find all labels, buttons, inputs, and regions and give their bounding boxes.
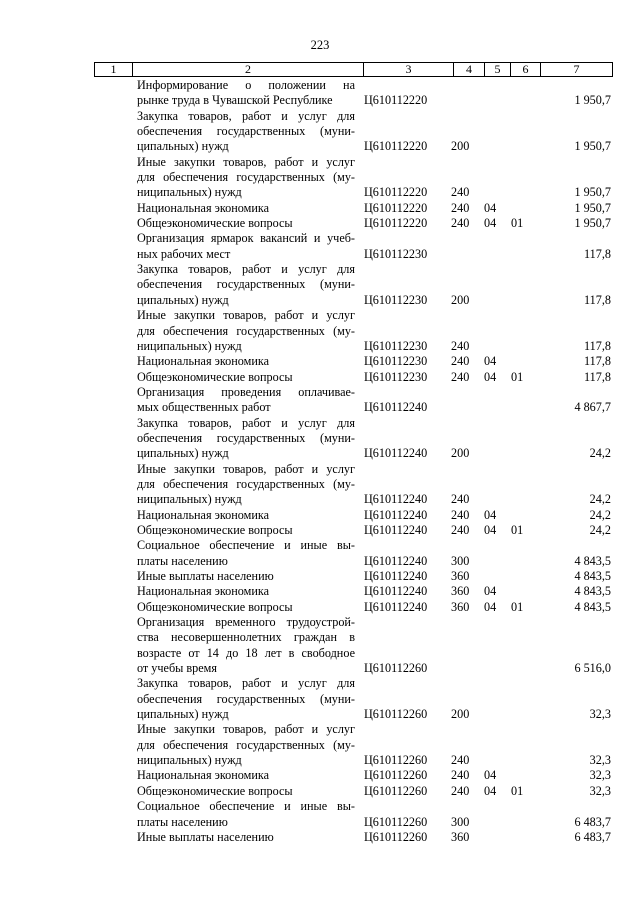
- description-line: обеспечения государственных (муни-: [137, 691, 355, 706]
- description-line: ниципальных) нужд: [137, 753, 242, 768]
- section-code: 04: [484, 354, 497, 369]
- amount: 1 950,7: [574, 139, 611, 154]
- row-description: [137, 799, 355, 830]
- subsection-code: 01: [511, 783, 524, 798]
- section-code: 04: [484, 522, 497, 537]
- amount: 1 950,7: [574, 216, 611, 231]
- target-article-code: Ц610112260: [364, 783, 428, 798]
- column-header-7: 7: [573, 62, 580, 76]
- table-row: [0, 354, 640, 369]
- table-row: [0, 78, 640, 109]
- target-article-code: Ц610112220: [364, 185, 428, 200]
- description-line: ципальных) нужд: [137, 139, 229, 154]
- expense-type-code: 360: [451, 569, 470, 583]
- target-article-code: Ц610112240: [364, 507, 428, 522]
- description-line: Иные закупки товаров, работ и услуг: [137, 722, 355, 737]
- table-row: [0, 231, 640, 262]
- section-code: 04: [484, 216, 497, 231]
- row-description: [137, 784, 355, 799]
- column-header-1: 1: [95, 63, 133, 76]
- table-header: [94, 62, 613, 77]
- target-article-code: Ц610112230: [364, 369, 428, 384]
- section-code: 04: [484, 783, 497, 798]
- description-line: Иные закупки товаров, работ и услуг: [137, 154, 355, 169]
- row-description: [137, 569, 355, 584]
- expense-type-code: 240: [451, 369, 470, 384]
- row-description: [137, 262, 355, 308]
- amount: 1 950,7: [574, 93, 611, 108]
- description-line: Закупка товаров, работ и услуг для: [137, 415, 355, 430]
- description-line: обеспечения государственных (муни-: [137, 277, 355, 292]
- row-description: [137, 385, 355, 416]
- amount: 117,8: [584, 246, 611, 261]
- expense-type-code: 200: [451, 292, 470, 307]
- section-code: 04: [484, 200, 497, 215]
- description-line: Общеэкономические вопросы: [137, 522, 293, 537]
- amount: 24,2: [589, 446, 611, 461]
- table-row: [0, 768, 640, 783]
- section-code: 04: [484, 768, 497, 783]
- row-description: [137, 584, 355, 599]
- description-line: Национальная экономика: [137, 507, 270, 522]
- row-description: [137, 462, 355, 508]
- amount: 4 843,5: [574, 553, 611, 568]
- amount: 117,8: [584, 354, 611, 369]
- table-row: [0, 385, 640, 416]
- amount: 6 516,0: [574, 661, 611, 676]
- target-article-code: Ц610112240: [364, 599, 428, 614]
- table-row: [0, 462, 640, 508]
- target-article-code: Ц610112240: [364, 553, 428, 568]
- description-line: для обеспечения государственных (му-: [137, 323, 355, 338]
- table-row: [0, 308, 640, 354]
- row-description: [137, 523, 355, 538]
- section-code: 04: [484, 584, 497, 599]
- table-row: [0, 155, 640, 201]
- amount: 6 483,7: [574, 814, 611, 829]
- row-description: [137, 216, 355, 231]
- column-header-2: 2: [133, 63, 364, 76]
- expense-type-code: 240: [451, 783, 470, 798]
- section-code: 04: [484, 599, 497, 614]
- description-line: рынке труда в Чувашской Республике: [137, 93, 333, 108]
- expense-type-code: 240: [451, 338, 470, 353]
- row-description: [137, 201, 355, 216]
- expense-type-code: 240: [451, 507, 470, 522]
- target-article-code: Ц610112240: [364, 492, 428, 507]
- subsection-code: 01: [511, 599, 524, 614]
- row-description: [137, 78, 355, 109]
- target-article-code: Ц610112260: [364, 707, 428, 722]
- table-row: [0, 538, 640, 569]
- target-article-code: Ц610112240: [364, 400, 428, 415]
- target-article-code: Ц610112260: [364, 661, 428, 676]
- expense-type-code: 240: [451, 200, 470, 215]
- target-article-code: Ц610112220: [364, 200, 428, 215]
- row-description: [137, 231, 355, 262]
- description-line: Национальная экономика: [137, 584, 270, 599]
- row-description: [137, 109, 355, 155]
- description-line: Общеэкономические вопросы: [137, 369, 293, 384]
- subsection-code: 01: [511, 369, 524, 384]
- table-row: [0, 600, 640, 615]
- expense-type-code: 240: [451, 492, 470, 507]
- description-line: ниципальных) нужд: [137, 492, 242, 507]
- column-header-6: 6: [511, 63, 541, 76]
- amount: 4 843,5: [574, 584, 611, 599]
- table-row: [0, 615, 640, 676]
- amount: 24,2: [589, 492, 611, 507]
- target-article-code: Ц610112260: [364, 753, 428, 768]
- expense-type-code: 200: [451, 707, 470, 722]
- description-line: Общеэкономические вопросы: [137, 599, 293, 614]
- description-line: Информирование о положении на: [137, 78, 355, 92]
- target-article-code: Ц610112230: [364, 246, 428, 261]
- row-description: [137, 830, 355, 845]
- expense-type-code: 240: [451, 185, 470, 200]
- description-line: Закупка товаров, работ и услуг для: [137, 676, 355, 691]
- table-row: [0, 830, 640, 845]
- description-line: платы населению: [137, 814, 228, 829]
- amount: 4 843,5: [574, 599, 611, 614]
- expense-type-code: 240: [451, 522, 470, 537]
- amount: 4 867,7: [574, 400, 611, 415]
- section-code: 04: [484, 507, 497, 522]
- expense-type-code: 360: [451, 584, 470, 599]
- table-body: [0, 78, 640, 845]
- description-line: Иные выплаты населению: [137, 829, 274, 844]
- row-description: [137, 538, 355, 569]
- amount: 117,8: [584, 369, 611, 384]
- expense-type-code: 360: [451, 829, 470, 844]
- subsection-code: 01: [511, 216, 524, 231]
- description-line: Закупка товаров, работ и услуг для: [137, 108, 355, 123]
- table-row: [0, 370, 640, 385]
- description-line: Социальное обеспечение и иные вы-: [137, 799, 355, 814]
- amount: 4 843,5: [574, 569, 611, 583]
- target-article-code: Ц610112220: [364, 139, 428, 154]
- amount: 24,2: [589, 522, 611, 537]
- amount: 32,3: [589, 768, 611, 783]
- description-line: Закупка товаров, работ и услуг для: [137, 262, 355, 277]
- description-line: Национальная экономика: [137, 200, 270, 215]
- table-row: [0, 676, 640, 722]
- expense-type-code: 200: [451, 446, 470, 461]
- amount: 1 950,7: [574, 200, 611, 215]
- row-description: [137, 308, 355, 354]
- expense-type-code: 300: [451, 814, 470, 829]
- description-line: для обеспечения государственных (му-: [137, 737, 355, 752]
- amount: 117,8: [584, 338, 611, 353]
- description-line: мых общественных работ: [137, 400, 271, 415]
- description-line: ства несовершеннолетних граждан в: [137, 630, 355, 645]
- target-article-code: Ц610112260: [364, 768, 428, 783]
- amount: 6 483,7: [574, 829, 611, 844]
- row-description: [137, 370, 355, 385]
- description-line: ных рабочих мест: [137, 246, 231, 261]
- expense-type-code: 240: [451, 768, 470, 783]
- description-line: ципальных) нужд: [137, 292, 229, 307]
- table-row: [0, 569, 640, 584]
- page-number: 223: [310, 38, 330, 52]
- table-row: [0, 584, 640, 599]
- table-row: [0, 416, 640, 462]
- amount: 117,8: [584, 292, 611, 307]
- expense-type-code: 240: [451, 216, 470, 231]
- table-row: [0, 109, 640, 155]
- description-line: ниципальных) нужд: [137, 185, 242, 200]
- expense-type-code: 240: [451, 753, 470, 768]
- row-description: [137, 722, 355, 768]
- description-line: Организация проведения оплачивае-: [137, 384, 355, 399]
- description-line: Национальная экономика: [137, 768, 270, 783]
- description-line: для обеспечения государственных (му-: [137, 476, 355, 491]
- row-description: [137, 768, 355, 783]
- description-line: Организация ярмарок вакансий и учеб-: [137, 231, 355, 246]
- column-header-3: 3: [364, 63, 454, 76]
- description-line: Социальное обеспечение и иные вы-: [137, 538, 355, 553]
- description-line: ципальных) нужд: [137, 707, 229, 722]
- description-line: для обеспечения государственных (му-: [137, 170, 355, 185]
- description-line: возрасте от 14 до 18 лет в свободное: [137, 645, 355, 660]
- target-article-code: Ц610112220: [364, 93, 428, 108]
- description-line: Иные закупки товаров, работ и услуг: [137, 308, 355, 323]
- amount: 24,2: [589, 507, 611, 522]
- target-article-code: Ц610112240: [364, 446, 428, 461]
- target-article-code: Ц610112220: [364, 216, 428, 231]
- description-line: от учебы время: [137, 661, 217, 676]
- column-header-4: 4: [454, 63, 485, 76]
- description-line: Иные закупки товаров, работ и услуг: [137, 461, 355, 476]
- description-line: обеспечения государственных (муни-: [137, 124, 355, 139]
- amount: 32,3: [589, 783, 611, 798]
- description-line: ниципальных) нужд: [137, 338, 242, 353]
- target-article-code: Ц610112240: [364, 522, 428, 537]
- row-description: [137, 600, 355, 615]
- target-article-code: Ц610112240: [364, 569, 428, 583]
- amount: 32,3: [589, 753, 611, 768]
- description-line: Общеэкономические вопросы: [137, 783, 293, 798]
- table-row: [0, 722, 640, 768]
- subsection-code: 01: [511, 522, 524, 537]
- row-description: [137, 155, 355, 201]
- description-line: обеспечения государственных (муни-: [137, 430, 355, 445]
- table-row: [0, 508, 640, 523]
- amount: 32,3: [589, 707, 611, 722]
- description-line: Национальная экономика: [137, 354, 270, 369]
- target-article-code: Ц610112230: [364, 292, 428, 307]
- column-header-5: 5: [485, 63, 511, 76]
- table-row: [0, 523, 640, 538]
- amount: 1 950,7: [574, 185, 611, 200]
- expense-type-code: 360: [451, 599, 470, 614]
- target-article-code: Ц610112230: [364, 338, 428, 353]
- expense-type-code: 240: [451, 354, 470, 369]
- section-code: 04: [484, 369, 497, 384]
- row-description: [137, 354, 355, 369]
- description-line: Общеэкономические вопросы: [137, 216, 293, 231]
- row-description: [137, 676, 355, 722]
- description-line: Иные выплаты населению: [137, 569, 274, 583]
- description-line: платы населению: [137, 553, 228, 568]
- row-description: [137, 508, 355, 523]
- description-line: Организация временного трудоустрой-: [137, 615, 355, 630]
- row-description: [137, 615, 355, 676]
- table-row: [0, 262, 640, 308]
- table-row: [0, 216, 640, 231]
- target-article-code: Ц610112240: [364, 584, 428, 599]
- table-row: [0, 201, 640, 216]
- target-article-code: Ц610112230: [364, 354, 428, 369]
- table-row: [0, 799, 640, 830]
- table-row: [0, 784, 640, 799]
- expense-type-code: 200: [451, 139, 470, 154]
- target-article-code: Ц610112260: [364, 829, 428, 844]
- description-line: ципальных) нужд: [137, 446, 229, 461]
- expense-type-code: 300: [451, 553, 470, 568]
- target-article-code: Ц610112260: [364, 814, 428, 829]
- row-description: [137, 416, 355, 462]
